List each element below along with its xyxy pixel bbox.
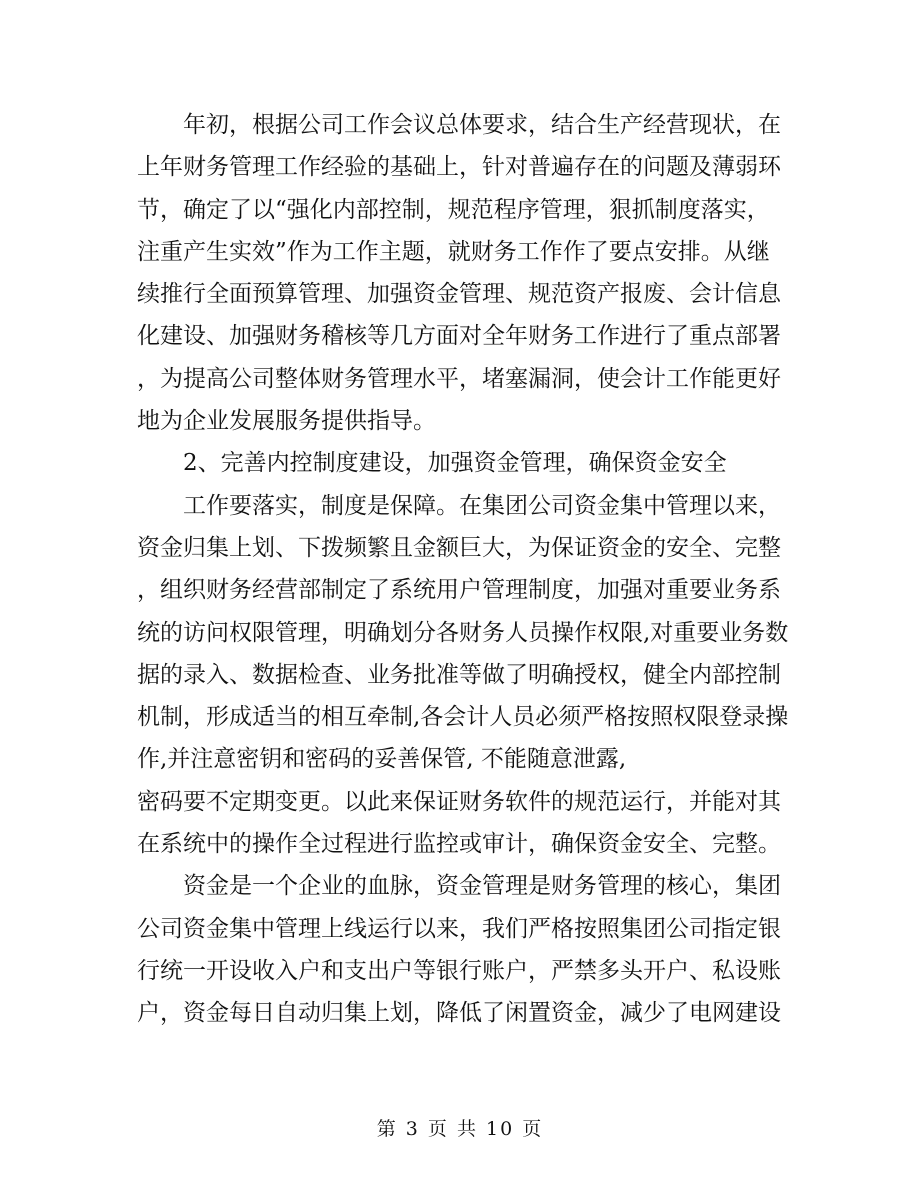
text-line: 密码要不定期变更。以此来保证财务软件的规范运行，并能对其 [137, 788, 781, 815]
text-line: 机制，形成适当的相互牵制,各会计人员必须严格按照权限登录操 [137, 704, 789, 731]
text-line: 户，资金每日自动归集上划，降低了闲置资金，减少了电网建设 [137, 1000, 781, 1027]
document-body [137, 104, 787, 1035]
text-line: 公司资金集中管理上线运行以来，我们严格按照集团公司指定银 [137, 915, 781, 942]
text-line: 年初，根据公司工作会议总体要求，结合生产经营现状，在 [183, 112, 781, 138]
text-line: 上年财务管理工作经验的基础上，针对普遍存在的问题及薄弱环 [137, 154, 781, 181]
text-line: 资金是一个企业的血脉，资金管理是财务管理的核心，集团 [183, 873, 781, 900]
text-line: 据的录入、数据检查、业务批准等做了明确授权，健全内部控制 [137, 661, 781, 688]
text-line: 行统一开设收入户和支出户等银行账户，严禁多头开户、私设账 [137, 957, 781, 984]
text-line: 工作要落实，制度是保障。在集团公司资金集中管理以来， [183, 492, 781, 519]
text-line: 作,并注意密钥和密码的妥善保管, 不能随意泄露, [137, 746, 627, 773]
text-line: 资金归集上划、下拨频繁且金额巨大，为保证资金的安全、完整 [137, 534, 781, 561]
text-line: ，为提高公司整体财务管理水平，堵塞漏洞，使会计工作能更好 [137, 365, 781, 392]
text-line: 化建设、加强财务稽核等几方面对全年财务工作进行了重点部署 [137, 323, 781, 350]
section-heading: 2、完善内控制度建设，加强资金管理，确保资金安全 [183, 450, 727, 477]
text-line: 注重产生实效”作为工作主题，就财务工作作了要点安排。从继 [137, 238, 770, 265]
text-line: 续推行全面预算管理、加强资金管理、规范资产报废、会计信息 [137, 281, 781, 308]
text-line: 在系统中的操作全过程进行监控或审计，确保资金安全、完整。 [137, 831, 781, 858]
page-number-footer: 第 3 页 共 10 页 [376, 1118, 544, 1140]
text-line: ，组织财务经营部制定了系统用户管理制度，加强对重要业务系 [137, 577, 781, 604]
text-line: 节，确定了以“强化内部控制，规范程序管理，狠抓制度落实， [137, 196, 770, 223]
text-line: 统的访问权限管理，明确划分各财务人员操作权限,对重要业务数 [137, 619, 789, 646]
text-line: 地为企业发展服务提供指导。 [137, 408, 436, 435]
